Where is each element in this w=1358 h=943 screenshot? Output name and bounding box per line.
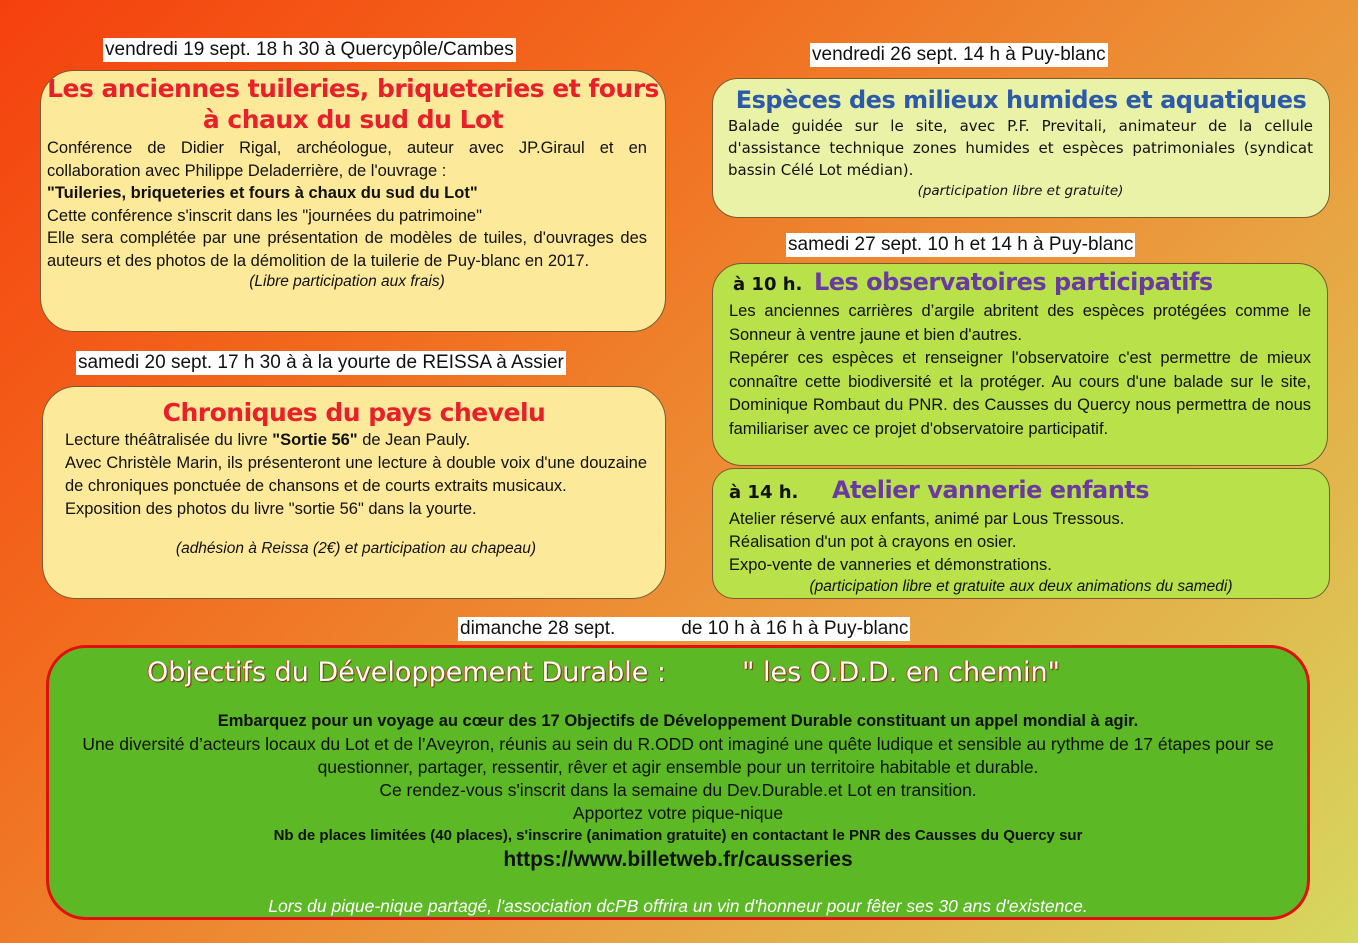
event6-title-quote: " les O.D.D. en chemin" [742,657,1061,688]
event2-text-2: Avec Christèle Marin, ils présenteront une lecture à double voix d'une douzaine de chroniques ponctuée de chansons et de courts extraits musicaux. [65,454,647,495]
event5-header [713,475,1329,508]
event4-time: à 10 h. [733,274,803,295]
event1-text-1: Conférence de Didier Rigal, archéologue, auteur avec JP.Giraul et en collaboration avec Philippe Deladerrière, de l'ouvrage : [47,139,647,180]
event2-date: samedi 20 sept. 17 h 30 à à la yourte de REISSA à Assier [78,352,564,373]
event3-card [712,78,1330,218]
event5-text-2: Réalisation d'un pot à crayons en osier. [729,533,1017,551]
event4-text-2: Repérer ces espèces et renseigner l'observatoire c'est permettre de mieux connaître cette biodiversité et la protéger. Au cours d'une balade sur le site, Dominique Rombaut du PNR. des Causses du Quercy nous permettra de nous familiariser avec ce projet d'observatoire participatif. [729,349,1311,438]
event1-title-line1: Les anciennes tuileries, briqueteries et fours [47,74,659,103]
event5-text-3: Expo-vente de vanneries et démonstrations. [729,556,1052,574]
event5-time: à 14 h. [729,482,799,503]
event6-date-time: de 10 h à 16 h à Puy-blanc [681,618,909,639]
event6-text-2: Une diversité d’acteurs locaux du Lot et de l’Aveyron, réunis au sein du R.ODD ont imaginé une quête ludique et sensible au rythme de 17 étapes pour se questionner, partager, ressentir, rêver et agir ensemble pour un territoire habitable et durable. [82,734,1274,777]
event6-note: Lors du pique-nique partagé, l'association dcPB offrira un vin d'honneur pour fêter ses 30 ans d'existence. [268,896,1088,916]
event2-title: Chroniques du pays chevelu [162,398,546,427]
event3-text: Balade guidée sur le site, avec P.F. Previtali, animateur de la cellule d'assistance technique zones humides et espèces patrimoniales (syndicat bassin Célé Lot médian). [728,117,1313,179]
event6-text-5: Nb de places limitées (40 places), s'inscrire (animation gratuite) en contactant le PNR des Causses du Quercy sur [273,827,1083,844]
event2-book-title: "Sortie 56" [272,431,358,449]
event1-card [40,70,666,332]
event1-text-3: Elle sera complétée par une présentation de modèles de tuiles, d'ouvrages des auteurs et des photos de la démolition de la tuilerie de Puy-blanc en 2017. [47,229,647,270]
event5-text-1: Atelier réservé aux enfants, animé par Lous Tressous. [729,510,1125,528]
event1-title-line2: à chaux du sud du Lot [202,105,504,134]
event3-note: (participation libre et gratuite) [917,183,1124,199]
event6-card [46,645,1310,920]
event2-card [42,386,666,599]
event5-title: Atelier vannerie enfants [831,476,1150,504]
event5-note: (participation libre et gratuite aux deux animations du samedi) [809,578,1233,595]
event2-text-3: Exposition des photos du livre "sortie 56" dans la yourte. [65,500,477,518]
event1-note: (Libre participation aux frais) [249,273,445,290]
event5-card [712,468,1330,599]
event2-note: (adhésion à Reissa (2€) et participation au chapeau) [175,540,537,557]
event3-date: vendredi 26 sept. 14 h à Puy-blanc [812,44,1106,65]
event6-title-main: Objectifs du Développement Durable : [147,657,666,688]
event3-title: Espèces des milieux humides et aquatiques [735,86,1307,114]
event6-text-1: Embarquez pour un voyage au cœur des 17 Objectifs de Développement Durable constituant un appel mondial à agir. [217,712,1139,730]
event4-text-1: Les anciennes carrières d’argile abritent des espèces protégées comme le Sonneur à ventre jaune et bien d'autres. [729,302,1311,344]
event4-title: Les observatoires participatifs [813,268,1213,296]
event1-book-title: "Tuileries, briqueteries et fours à chaux du sud du Lot" [47,184,478,202]
event2-text-1: Lecture théâtralisée du livre "Sortie 56" de Jean Pauly. [65,431,471,449]
event6-text-3: Ce rendez-vous s'inscrit dans la semaine du Dev.Durable.et Lot en transition. [379,780,977,800]
event1-text-2: Cette conférence s'inscrit dans les "journées du patrimoine" [47,206,482,225]
event4-card [712,263,1328,466]
event6-date-day: dimanche 28 sept. [460,618,616,639]
event4-header [713,267,1327,300]
event6-url-link[interactable]: https://www.billetweb.fr/causseries [503,848,853,871]
event6-title [49,656,1307,690]
event1-title [41,73,665,135]
event6-date [458,617,910,641]
event4-date: samedi 27 sept. 10 h et 14 h à Puy-blanc [788,234,1134,255]
event1-date: vendredi 19 sept. 18 h 30 à Quercypôle/Cambes [105,39,514,60]
event6-text-4: Apportez votre pique-nique [572,803,784,823]
